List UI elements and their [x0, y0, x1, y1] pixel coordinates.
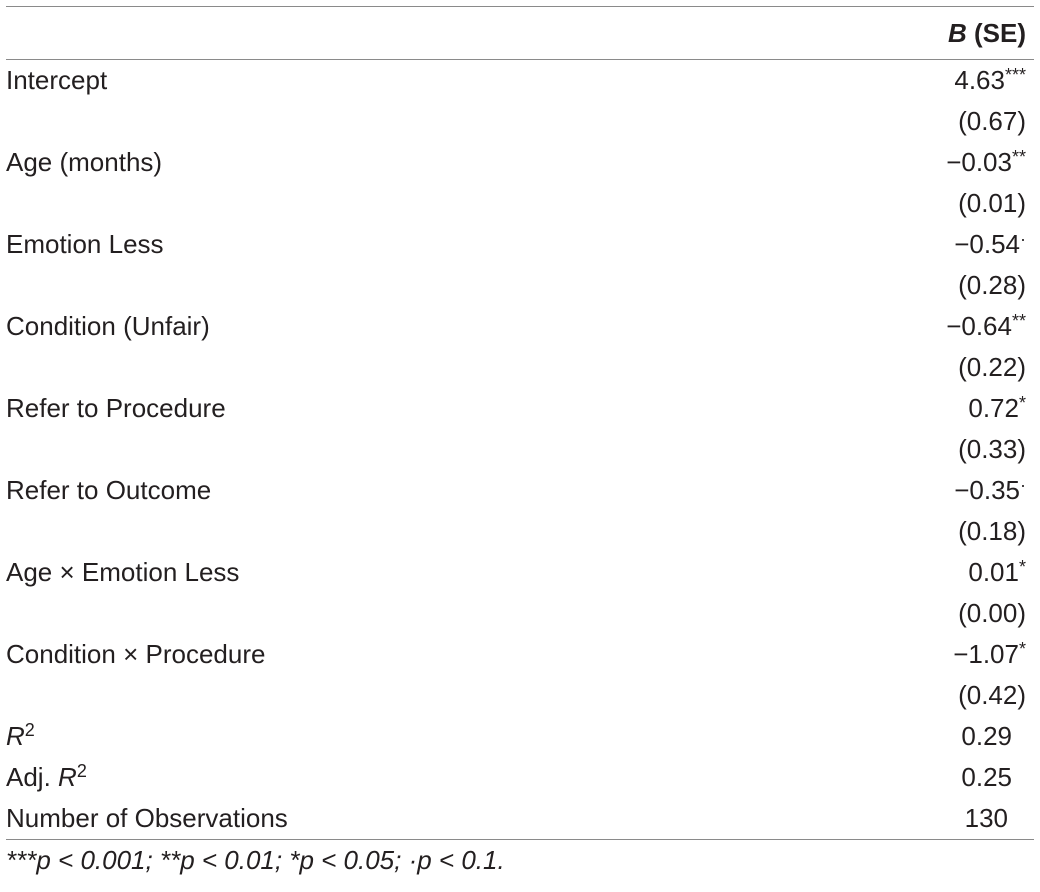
stat-label-adj-r2 [6, 757, 87, 798]
table-row [6, 101, 1034, 142]
row-label: Condition × Procedure [6, 639, 266, 669]
table-row [6, 511, 1034, 552]
column-header-b: B [947, 18, 967, 48]
significance-stars: ** [1011, 147, 1026, 167]
row-label: Emotion Less [6, 229, 164, 259]
table-row [6, 142, 1034, 183]
se-value: (0.22) [958, 352, 1026, 382]
table-header [6, 7, 1034, 59]
table-row [6, 429, 1034, 470]
row-value [954, 224, 1026, 265]
row-value [954, 470, 1026, 511]
stat-label-r2 [6, 716, 35, 757]
se-value: (0.00) [958, 598, 1026, 628]
row-value [946, 142, 1026, 183]
row-label: Condition (Unfair) [6, 311, 210, 341]
row-label: Intercept [6, 65, 108, 95]
table-row [6, 265, 1034, 306]
significance-stars: * [1018, 557, 1026, 577]
row-value [958, 183, 1026, 224]
stat-value-n-obs: 130 [964, 803, 1008, 833]
se-value: (0.28) [958, 270, 1026, 300]
table-row [6, 183, 1034, 224]
row-value [958, 347, 1026, 388]
significance-stars: · [1020, 229, 1026, 249]
table-row [6, 675, 1034, 716]
stat-value-adj-r2: 0.25 [961, 762, 1012, 792]
table-row [6, 552, 1034, 593]
table-row [6, 306, 1034, 347]
coef-value: −0.54 [954, 229, 1020, 259]
table-row [6, 347, 1034, 388]
stat-label-n-obs: Number of Observations [6, 803, 288, 833]
coef-value: −0.03 [946, 147, 1012, 177]
significance-stars: *** [1004, 65, 1026, 85]
table-row [6, 224, 1034, 265]
row-value [968, 552, 1026, 593]
row-value [958, 511, 1026, 552]
adj-r2-superscript: 2 [76, 761, 87, 781]
adj-r2-prefix: Adj. [6, 762, 59, 792]
se-value: (0.18) [958, 516, 1026, 546]
table-row [6, 634, 1034, 675]
se-value: (0.01) [958, 188, 1026, 218]
significance-stars: · [1020, 475, 1026, 495]
table-row [6, 60, 1034, 101]
significance-stars: * [1018, 393, 1026, 413]
table-row [6, 593, 1034, 634]
se-value: (0.67) [958, 106, 1026, 136]
significance-stars: ** [1011, 311, 1026, 331]
coef-value: 4.63 [954, 65, 1005, 95]
adj-r2-letter: R [58, 762, 77, 792]
table-footnote [6, 840, 1034, 880]
row-value [958, 593, 1026, 634]
coef-value: 0.01 [968, 557, 1019, 587]
significance-footnote: ***p < 0.001; **p < 0.01; *p < 0.05; ·p < 0.1. [6, 845, 505, 875]
row-value [953, 634, 1026, 675]
coef-value: 0.72 [968, 393, 1019, 423]
table-body [6, 60, 1034, 839]
row-value [958, 429, 1026, 470]
stat-row-adj-r2 [6, 757, 1034, 798]
se-value: (0.33) [958, 434, 1026, 464]
row-label: Age (months) [6, 147, 163, 177]
row-value [958, 675, 1026, 716]
stat-row-r2 [6, 716, 1034, 757]
row-label: Refer to Procedure [6, 393, 226, 423]
coef-value: −0.35 [954, 475, 1020, 505]
row-value [954, 60, 1026, 101]
row-value [958, 101, 1026, 142]
stat-row-n-obs [6, 798, 1034, 839]
coef-value: −1.07 [953, 639, 1019, 669]
r2-letter: R [6, 721, 25, 751]
se-value: (0.42) [958, 680, 1026, 710]
significance-stars: * [1018, 639, 1026, 659]
column-header-b-se [948, 20, 1026, 46]
r2-superscript: 2 [24, 720, 35, 740]
row-label: Refer to Outcome [6, 475, 212, 505]
row-value [946, 306, 1026, 347]
stat-value-r2: 0.29 [961, 721, 1012, 751]
table-row [6, 388, 1034, 429]
column-header-se: (SE) [966, 18, 1026, 48]
row-value [958, 265, 1026, 306]
row-label: Age × Emotion Less [6, 557, 240, 587]
row-value [968, 388, 1026, 429]
coef-value: −0.64 [946, 311, 1012, 341]
regression-table [6, 6, 1034, 880]
table-row [6, 470, 1034, 511]
